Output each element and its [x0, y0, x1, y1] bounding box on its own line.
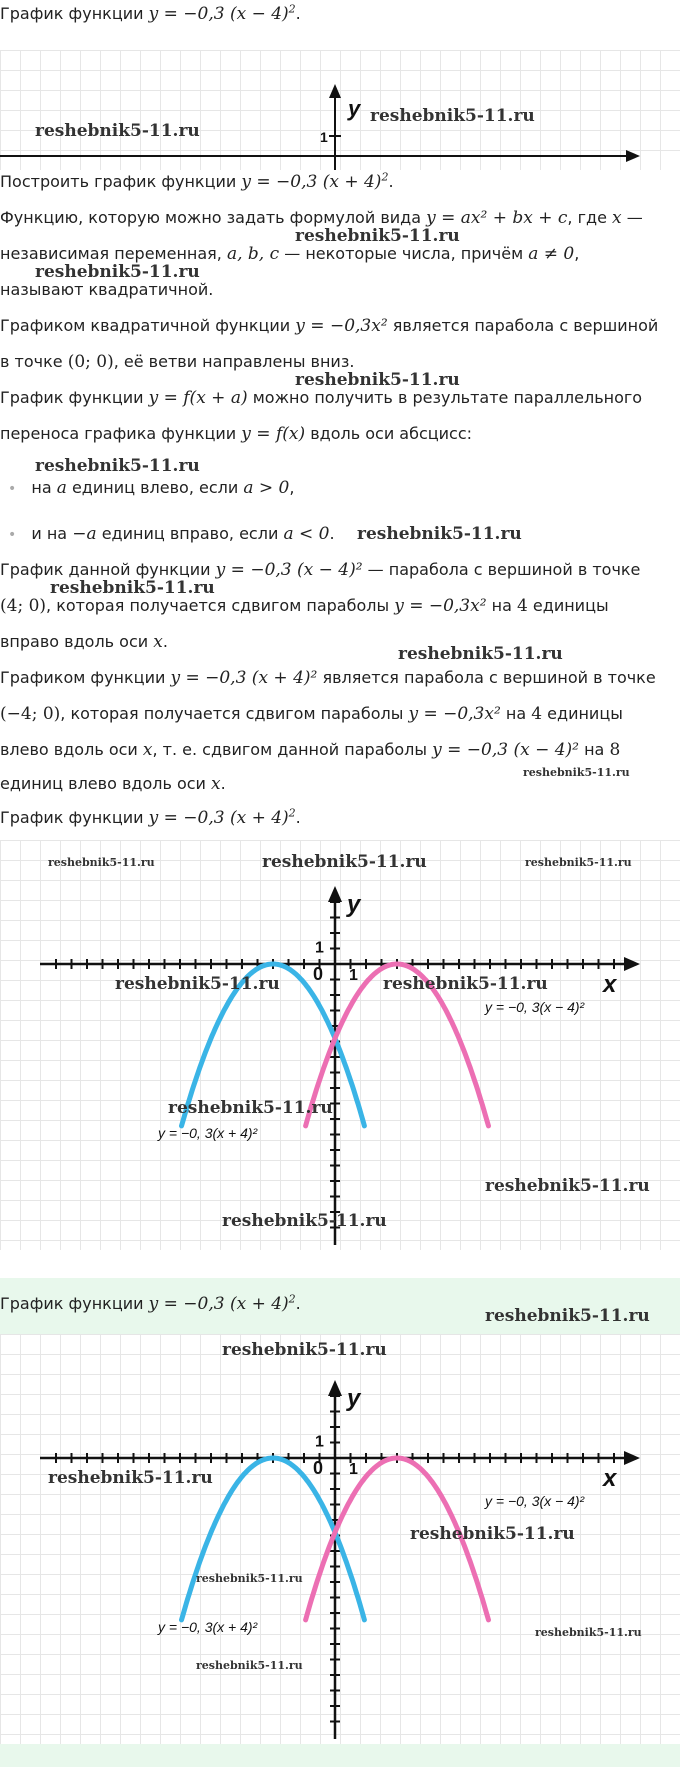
parabola-graph-2: [0, 1334, 680, 1744]
top-graph-fragment: [0, 50, 680, 170]
watermark: reshebnik5-11.ru: [485, 1306, 650, 1326]
watermark: reshebnik5-11.ru: [410, 1524, 575, 1544]
heading-formula-main: y = −0,3 (x − 4): [148, 4, 289, 24]
watermark: reshebnik5-11.ru: [48, 1468, 213, 1488]
task-text: Построить график функции: [0, 172, 237, 191]
watermark: reshebnik5-11.ru: [535, 1626, 642, 1639]
watermark: reshebnik5-11.ru: [525, 856, 632, 869]
theory-line-13: [0, 738, 620, 762]
watermark: reshebnik5-11.ru: [398, 644, 563, 664]
variable: x: [142, 740, 153, 760]
watermark: reshebnik5-11.ru: [35, 456, 200, 476]
text-fragment: единиц влево вдоль оси: [0, 774, 206, 793]
formula: (0; 0): [67, 352, 114, 372]
theory-line-4: [0, 314, 658, 338]
formula: (−4; 0): [0, 704, 61, 724]
top-y-axis-arrow: [329, 84, 341, 98]
theory-line-10: [0, 630, 168, 654]
origin-label: 0: [313, 1458, 324, 1478]
text-fragment: независимая переменная,: [0, 244, 222, 263]
watermark: reshebnik5-11.ru: [485, 1176, 650, 1196]
bullet-icon: •: [8, 481, 17, 497]
variable: x: [612, 208, 622, 228]
label-right-parabola: y = −0, 3(x − 4)²: [485, 999, 585, 1015]
task-line: [0, 170, 394, 194]
bullet-item-2: [0, 522, 335, 547]
y-axis-label: y: [347, 1385, 361, 1412]
text-fragment: .: [220, 774, 226, 793]
formula: y = −0,3 (x + 4)²: [170, 668, 318, 688]
text-fragment: , т. е. сдвигом данной параболы: [152, 740, 428, 759]
top-y-label: y: [348, 96, 361, 121]
tick-x-label: 1: [349, 1461, 358, 1478]
task-formula-exp: 2: [381, 170, 389, 184]
text-fragment: единиц вправо, если: [101, 524, 279, 543]
formula: a > 0: [243, 478, 290, 498]
theory-line-3: [0, 278, 213, 302]
formula: a ≠ 0: [528, 244, 575, 264]
text-fragment: в точке: [0, 352, 63, 371]
heading-formula-exp: 2: [288, 2, 296, 16]
text-fragment: единицы: [532, 596, 609, 615]
parabola-graph-1: [0, 840, 680, 1250]
text-fragment: является парабола с вершиной: [392, 316, 659, 335]
text-fragment: единицы: [547, 704, 623, 723]
text-fragment: единиц влево, если: [71, 478, 239, 497]
text-fragment: на: [31, 478, 52, 497]
y-axis-arrow: [328, 886, 342, 902]
tick-x-label: 1: [349, 967, 358, 984]
y-axis-label: y: [347, 891, 361, 918]
y-axis-arrow: [328, 1380, 342, 1396]
watermark: reshebnik5-11.ru: [222, 1211, 387, 1231]
text-fragment: —: [626, 208, 643, 227]
caption-formula-exp: 2: [288, 1292, 296, 1306]
watermark: reshebnik5-11.ru: [295, 370, 460, 390]
text-fragment: на: [491, 596, 512, 615]
caption-end: .: [295, 1294, 301, 1313]
caption-formula-exp: 2: [288, 806, 296, 820]
theory-line-6: [0, 386, 642, 410]
watermark: reshebnik5-11.ru: [383, 974, 548, 994]
text-fragment: — некоторые числа, причём: [284, 244, 524, 263]
text-fragment: является парабола с вершиной в точке: [322, 668, 656, 687]
text-fragment: на: [505, 704, 527, 723]
graph-svg: [0, 1334, 680, 1744]
watermark: reshebnik5-11.ru: [115, 974, 280, 994]
bullet-icon: •: [8, 527, 17, 543]
watermark: reshebnik5-11.ru: [523, 766, 630, 779]
x-axis-label: x: [603, 1465, 617, 1492]
formula: a < 0: [283, 524, 330, 544]
formula: y = ax² + bx + c: [426, 208, 568, 228]
text-fragment: ,: [289, 478, 295, 497]
heading-text: График функции: [0, 4, 144, 23]
bottom-band: [0, 1744, 680, 1767]
x-axis-arrow: [624, 957, 640, 971]
text-fragment: .: [162, 632, 168, 651]
text-fragment: График функции: [0, 388, 144, 407]
text-fragment: вдоль оси абсцисс:: [310, 424, 473, 443]
text-fragment: можно получить в результате параллельного: [252, 388, 643, 407]
heading-formula: [149, 4, 296, 24]
tick-y-label: 1: [315, 1433, 324, 1451]
watermark: reshebnik5-11.ru: [262, 852, 427, 872]
watermark: reshebnik5-11.ru: [196, 1572, 303, 1585]
watermark: reshebnik5-11.ru: [295, 226, 460, 246]
text-fragment: Функцию, которую можно задать формулой вида: [0, 208, 422, 227]
formula: y = −0,3 (x − 4)²: [215, 560, 363, 580]
graph-caption-1: [0, 806, 301, 830]
label-right-parabola: y = −0, 3(x − 4)²: [485, 1493, 585, 1509]
text-fragment: Графиком квадратичной функции: [0, 316, 291, 335]
text-fragment: называют квадратичной.: [0, 280, 214, 299]
label-left-parabola: y = −0, 3(x + 4)²: [158, 1125, 258, 1141]
watermark: reshebnik5-11.ru: [35, 121, 200, 141]
watermark: reshebnik5-11.ru: [196, 1659, 303, 1672]
watermark: reshebnik5-11.ru: [48, 856, 155, 869]
variable: x: [153, 632, 163, 652]
caption-formula: [149, 1294, 296, 1314]
variable: a: [56, 478, 67, 498]
tick-y-label: 1: [315, 939, 324, 957]
x-axis-label: x: [603, 971, 617, 998]
x-axis-arrow: [624, 1451, 640, 1465]
caption-text: График функции: [0, 808, 144, 827]
caption-formula-main: y = −0,3 (x + 4): [148, 808, 289, 828]
formula: y = f(x + a): [148, 388, 248, 408]
text-fragment: ,: [574, 244, 580, 263]
page-heading: График функции y = −0,3 $(x - 4)^2$.: [0, 2, 301, 24]
text-fragment: , её ветви направлены вниз.: [113, 352, 355, 371]
task-formula-main: y = −0,3 (x + 4): [241, 172, 382, 192]
theory-line-9: [0, 594, 609, 618]
top-tick-1: 1: [320, 129, 328, 145]
formula: y = −0,3 (x − 4)²: [432, 740, 579, 760]
bullet-item-1: [0, 476, 294, 501]
formula: (4; 0): [0, 596, 47, 616]
top-x-axis-arrow: [626, 150, 640, 162]
watermark: reshebnik5-11.ru: [357, 524, 522, 544]
watermark: reshebnik5-11.ru: [50, 578, 215, 598]
text-fragment: и на: [31, 524, 68, 543]
theory-line-7: [0, 422, 472, 446]
formula: a, b, c: [226, 244, 280, 264]
text-fragment: , которая получается сдвигом параболы: [60, 704, 404, 723]
formula: y = −0,3x²: [394, 596, 487, 616]
caption-formula: [149, 808, 296, 828]
text-fragment: влево вдоль оси: [0, 740, 138, 759]
formula: y = −0,3x²: [295, 316, 388, 336]
number: 4: [531, 704, 543, 724]
watermark: reshebnik5-11.ru: [370, 106, 535, 126]
formula: y = −0,3x²: [408, 704, 501, 724]
origin-label: 0: [313, 964, 324, 984]
number: 8: [609, 740, 621, 760]
text-fragment: График данной функции: [0, 560, 211, 579]
text-fragment: .: [329, 524, 335, 543]
graph-caption-2: [0, 1292, 301, 1316]
label-left-parabola: y = −0, 3(x + 4)²: [158, 1619, 258, 1635]
watermark: reshebnik5-11.ru: [35, 262, 200, 282]
text-fragment: вправо вдоль оси: [0, 632, 149, 651]
top-graph-svg: [0, 50, 680, 170]
task-end: .: [388, 172, 394, 191]
text-fragment: переноса графика функции: [0, 424, 237, 443]
theory-line-14: [0, 772, 226, 796]
task-formula: [241, 172, 388, 192]
variable: −a: [72, 524, 97, 544]
watermark: reshebnik5-11.ru: [168, 1098, 333, 1118]
caption-formula-main: y = −0,3 (x + 4): [148, 1294, 289, 1314]
text-fragment: , которая получается сдвигом параболы: [46, 596, 390, 615]
theory-line-11: [0, 666, 656, 690]
number: 4: [516, 596, 528, 616]
theory-line-12: [0, 702, 623, 726]
variable: x: [211, 774, 221, 794]
text-fragment: на: [584, 740, 605, 759]
text-fragment: , где: [567, 208, 607, 227]
text-fragment: Графиком функции: [0, 668, 166, 687]
text-fragment: — парабола с вершиной в точке: [367, 560, 641, 579]
caption-text: График функции: [0, 1294, 144, 1313]
formula: y = f(x): [241, 424, 306, 444]
caption-end: .: [295, 808, 301, 827]
watermark: reshebnik5-11.ru: [222, 1340, 387, 1360]
